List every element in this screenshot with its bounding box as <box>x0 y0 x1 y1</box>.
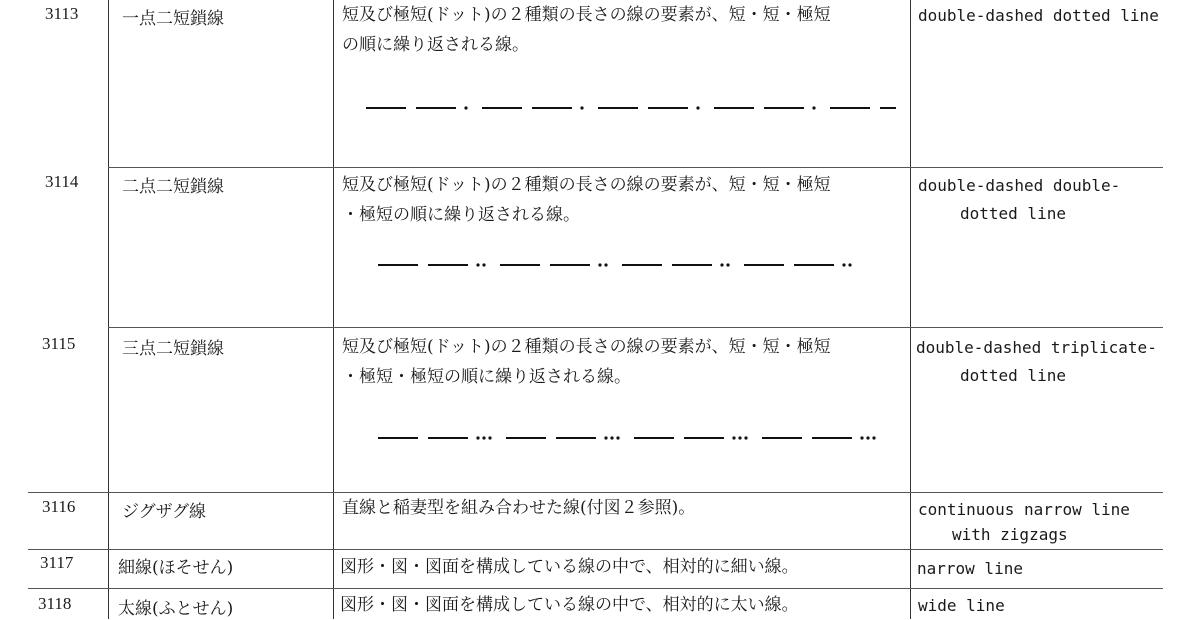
line-sample-dot <box>476 436 479 439</box>
term-description: 短及び極短(ドット)の２種類の長さの線の要素が、短・短・極短 の順に繰り返される線。 <box>342 5 831 55</box>
line-sample-dot <box>696 106 699 109</box>
term-number: 3118 <box>38 594 72 613</box>
term-name: 太線(ふとせん) <box>118 599 234 619</box>
english-term: double-dashed double- dotted line <box>918 176 1121 223</box>
line-sample-dot <box>610 436 613 439</box>
term-name: 二点二短鎖線 <box>122 177 224 197</box>
line-sample-dot <box>744 436 747 439</box>
term-description: 直線と稲妻型を組み合わせた線(付図２参照)。 <box>342 498 696 518</box>
row-divider <box>28 588 1163 589</box>
term-description: 図形・図・図面を構成している線の中で、相対的に太い線。 <box>340 595 799 615</box>
english-term: double-dashed triplicate- dotted line <box>916 338 1157 385</box>
line-sample-dot <box>860 436 863 439</box>
english-term: continuous narrow line with zigzags <box>918 500 1130 544</box>
term-name: 一点二短鎖線 <box>122 9 224 29</box>
row-divider <box>108 327 1163 328</box>
term-number: 3117 <box>40 553 74 572</box>
column-divider <box>333 0 334 619</box>
line-sample-dot <box>812 106 815 109</box>
line-sample-dot <box>866 436 869 439</box>
line-sample-three-dot <box>374 428 884 448</box>
row-divider <box>28 549 1163 550</box>
line-sample-dot <box>476 263 479 266</box>
line-sample-dot <box>598 263 601 266</box>
english-term: narrow line <box>917 559 1023 578</box>
term-number: 3114 <box>45 172 79 191</box>
term-number: 3113 <box>45 4 79 23</box>
line-sample-dot <box>604 436 607 439</box>
term-number: 3116 <box>42 497 76 516</box>
line-sample-dot <box>604 263 607 266</box>
row-divider <box>108 167 1163 168</box>
column-divider <box>108 0 109 619</box>
line-sample-dot <box>720 263 723 266</box>
line-sample-dot <box>848 263 851 266</box>
line-sample-dot <box>482 263 485 266</box>
line-sample-dot <box>738 436 741 439</box>
line-sample-dot <box>464 106 467 109</box>
english-term: double-dashed dotted line <box>918 6 1159 25</box>
term-description: 図形・図・図面を構成している線の中で、相対的に細い線。 <box>340 557 799 577</box>
line-sample-dot <box>726 263 729 266</box>
column-divider <box>910 0 911 619</box>
line-sample-dot <box>842 263 845 266</box>
line-sample-dot <box>580 106 583 109</box>
line-sample-dot <box>872 436 875 439</box>
term-name: 三点二短鎖線 <box>122 339 224 359</box>
term-name: 細線(ほそせん) <box>118 558 234 578</box>
term-name: ジグザグ線 <box>122 502 206 522</box>
line-sample-dot <box>732 436 735 439</box>
line-sample-one-dot <box>362 98 902 118</box>
term-number: 3115 <box>42 334 76 353</box>
english-term: wide line <box>918 596 1005 615</box>
term-description: 短及び極短(ドット)の２種類の長さの線の要素が、短・短・極短 ・極短の順に繰り返される線。 <box>342 175 831 225</box>
line-sample-dot <box>616 436 619 439</box>
term-description: 短及び極短(ドット)の２種類の長さの線の要素が、短・短・極短 ・極短・極短の順に繰り返される線。 <box>342 337 831 387</box>
line-sample-two-dot <box>374 255 874 275</box>
line-sample-dot <box>482 436 485 439</box>
line-sample-dot <box>488 436 491 439</box>
